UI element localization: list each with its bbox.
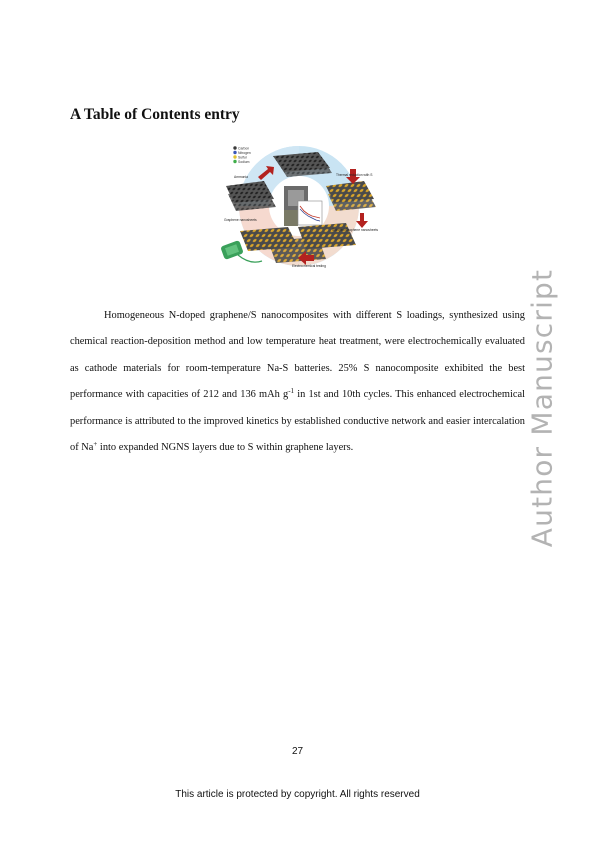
figure-legend [233,146,251,164]
legend-label: Nitrogen [238,150,251,155]
toc-abstract [70,303,525,461]
page-number: 27 [291,746,304,757]
label-thermal: Thermal reduction with S [336,173,373,177]
label-electrochem: Electrochemical testing [292,264,326,268]
legend-carbon-swatch [233,146,236,149]
legend-nitrogen-swatch [233,151,236,154]
legend-sulfur-swatch [233,155,236,158]
label-sdoped: S-doped Graphene nanosheets [332,228,379,232]
copyright-footer: This article is protected by copyright. All rights reserved [175,789,420,800]
abstract-part-2: in 1st and 10th cycles. This enhanced electrochemical performance is attributed to the improved kinetics by established conductive network and easier intercalation of Na [70,389,525,454]
legend-sodium-swatch [233,160,236,163]
toc-graphic [218,143,380,269]
author-manuscript-watermark: Author Manuscript [525,268,559,548]
legend-label: Carbon [238,146,250,151]
capacity-plot [298,201,322,225]
label-nanosheets: Graphene nanosheets [224,218,257,222]
toc-heading: A Table of Contents entry [70,106,240,123]
label-ammonia: Ammonia [234,175,248,179]
abstract-part-3: into expanded NGNS layers due to S within graphene layers. [97,442,354,454]
legend-label: Sodium [238,159,250,164]
ion-superscript: + [93,440,98,449]
legend-label: Sulfur [238,155,247,160]
inset-image [284,210,298,226]
abstract-part-1: Homogeneous N-doped graphene/S nanocomposites with different S loadings, synthesized using chemical reaction-deposition method and low temperature heat treatment, were electrochemically evaluated as cathode materials for room-temperature Na-S batteries. 25% S nanocomposite exhibited the best performance with capacities of 212 and 136 mAh g [70,310,525,401]
unit-superscript: -1 [288,387,295,396]
